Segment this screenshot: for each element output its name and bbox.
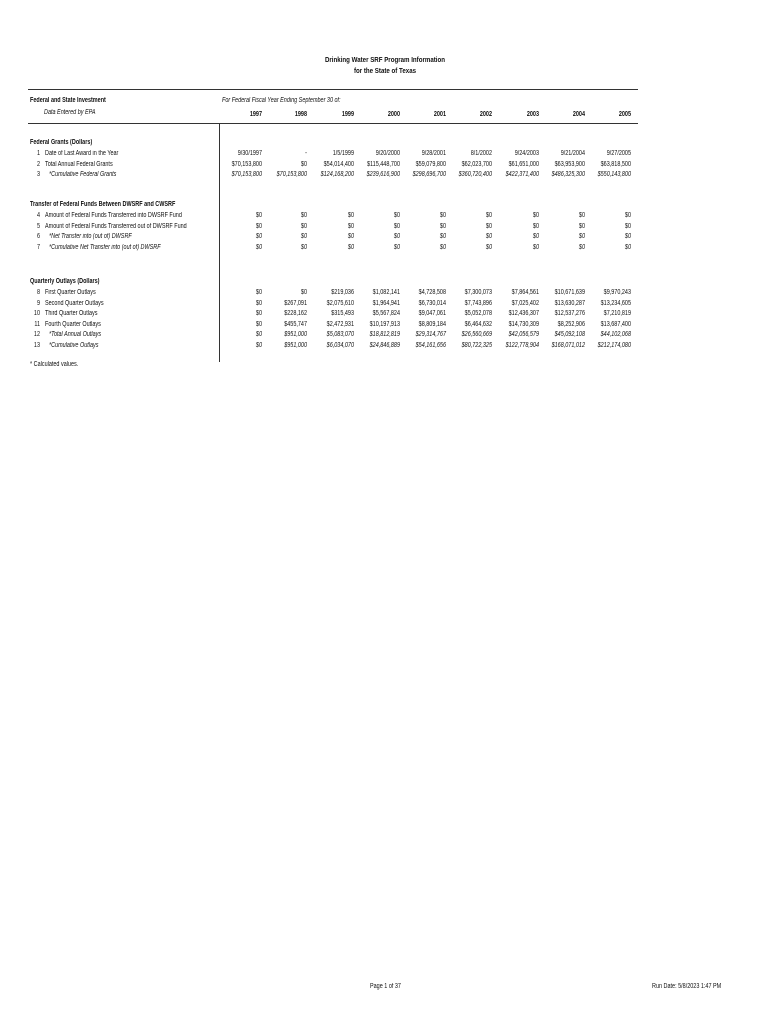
report-title: Drinking Water SRF Program Information	[324, 55, 446, 64]
table-cell: $12,436,307	[508, 310, 539, 318]
table-cell: $9,047,061	[418, 310, 446, 318]
row-label: *Net Transfer into (out of) DWSRF	[49, 233, 132, 241]
table-cell: $455,747	[284, 320, 307, 328]
row-number: 1	[36, 150, 40, 157]
table-cell: $0	[255, 299, 262, 307]
table-cell: $219,036	[331, 289, 354, 296]
table-cell: $0	[624, 212, 631, 219]
table-cell: $122,778,904	[505, 342, 539, 349]
table-cell: $0	[255, 310, 262, 318]
table-cell: $7,743,896	[464, 299, 492, 307]
table-cell: $422,371,400	[505, 171, 539, 179]
year-header-2004: 2004	[572, 111, 585, 118]
table-cell: $0	[485, 233, 492, 241]
table-cell: $0	[347, 243, 354, 251]
table-cell: $0	[578, 222, 585, 230]
table-cell: $0	[532, 212, 539, 219]
table-cell: $26,560,669	[461, 331, 492, 339]
table-cell: $10,671,639	[554, 289, 585, 296]
table-cell: $0	[255, 243, 262, 251]
table-cell: $63,953,900	[554, 160, 585, 168]
table-cell: $0	[255, 331, 262, 339]
row-label: Amount of Federal Funds Transferred into DWSRF Fund	[45, 212, 182, 219]
header-rule	[28, 123, 638, 124]
table-cell: $2,472,931	[326, 320, 354, 328]
top-rule	[28, 89, 638, 90]
year-header-2001: 2001	[433, 111, 446, 118]
table-cell: $0	[255, 222, 262, 230]
table-cell: 1/5/1999	[332, 150, 354, 157]
row-label: Total Annual Federal Grants	[45, 160, 113, 168]
row-number: 13	[33, 342, 40, 349]
section-title: Quarterly Outlays (Dollars)	[30, 278, 100, 285]
table-cell: $7,025,402	[511, 299, 539, 307]
table-cell: $0	[347, 222, 354, 230]
row-label: *Total Annual Outlays	[49, 331, 102, 339]
table-cell: 9/24/2003	[514, 150, 539, 157]
row-number: 4	[36, 212, 40, 219]
year-header-2003: 2003	[526, 111, 539, 118]
table-cell: $10,197,913	[369, 320, 400, 328]
table-cell: $18,812,819	[369, 331, 400, 339]
table-cell: $70,153,800	[276, 171, 307, 179]
table-cell: $0	[439, 243, 446, 251]
table-cell: $2,075,610	[326, 299, 354, 307]
table-cell: $0	[485, 243, 492, 251]
table-cell: $7,210,819	[603, 310, 631, 318]
table-cell: $0	[255, 233, 262, 241]
table-cell: $0	[255, 289, 262, 296]
year-header-1998: 1998	[294, 111, 307, 118]
table-cell: $0	[578, 233, 585, 241]
run-date: Run Date: 5/8/2023 1:47 PM	[652, 983, 722, 990]
table-cell: $0	[255, 320, 262, 328]
table-cell: $0	[578, 243, 585, 251]
table-cell: $24,846,889	[369, 342, 400, 349]
table-cell: $1,082,141	[372, 289, 400, 296]
row-label: Fourth Quarter Outlays	[45, 320, 101, 328]
year-header-2005: 2005	[618, 111, 631, 118]
table-cell: $951,000	[284, 342, 307, 349]
table-cell: $0	[578, 212, 585, 219]
table-cell: $4,728,508	[418, 289, 446, 296]
row-number: 9	[36, 299, 40, 307]
row-number: 11	[34, 320, 40, 328]
table-cell: $42,056,579	[508, 331, 539, 339]
year-header-1997: 1997	[249, 111, 262, 118]
table-cell: $13,234,605	[600, 299, 631, 307]
table-cell: $0	[300, 243, 307, 251]
table-cell: $550,143,800	[597, 171, 631, 179]
table-cell: $0	[347, 212, 354, 219]
section-title: Transfer of Federal Funds Between DWSRF and CWSRF	[30, 201, 176, 208]
table-cell: $5,083,070	[326, 331, 354, 339]
table-cell: $212,174,080	[597, 342, 631, 349]
table-cell: $70,153,800	[231, 171, 262, 179]
table-cell: $239,616,900	[366, 171, 400, 179]
table-cell: 9/27/2005	[606, 150, 631, 157]
table-cell: $486,325,300	[551, 171, 585, 179]
table-cell: $0	[532, 222, 539, 230]
table-cell: $267,091	[284, 299, 307, 307]
row-number: 12	[33, 331, 40, 339]
table-cell: $0	[300, 222, 307, 230]
left-heading: Federal and State Investment	[30, 97, 106, 104]
row-number: 10	[33, 310, 40, 318]
table-cell: $0	[300, 233, 307, 241]
table-cell: $8,252,906	[557, 320, 585, 328]
year-header-2002: 2002	[479, 111, 492, 118]
table-cell: $0	[300, 160, 307, 168]
table-cell: $45,092,108	[554, 331, 585, 339]
table-cell: $7,300,073	[464, 289, 492, 296]
table-cell: $0	[255, 212, 262, 219]
table-cell: $0	[485, 222, 492, 230]
table-cell: $5,567,824	[372, 310, 400, 318]
table-cell: $54,014,400	[323, 160, 354, 168]
table-cell: $61,651,000	[508, 160, 539, 168]
table-cell: $5,052,078	[464, 310, 492, 318]
table-cell: $0	[347, 233, 354, 241]
row-number: 7	[36, 243, 40, 251]
table-cell: $6,730,014	[418, 299, 446, 307]
table-cell: $1,964,941	[372, 299, 400, 307]
table-cell: $124,168,200	[320, 171, 354, 179]
table-cell: $0	[393, 233, 400, 241]
section-title: Federal Grants (Dollars)	[30, 139, 93, 146]
row-label: First Quarter Outlays	[45, 289, 96, 296]
report-subtitle: for the State of Texas	[353, 66, 417, 75]
year-header-2000: 2000	[387, 111, 400, 118]
table-cell: $44,102,068	[600, 331, 631, 339]
table-cell: $0	[393, 222, 400, 230]
table-cell: $9,970,243	[603, 289, 631, 296]
table-cell: $115,448,700	[366, 160, 400, 168]
row-number: 2	[36, 160, 40, 168]
table-cell: $13,687,400	[600, 320, 631, 328]
table-cell: $298,696,700	[412, 171, 446, 179]
table-cell: $0	[624, 243, 631, 251]
table-cell: $70,153,800	[231, 160, 262, 168]
table-cell: $8,809,184	[418, 320, 446, 328]
table-cell: $0	[624, 222, 631, 230]
table-cell: -	[305, 150, 307, 157]
table-cell: $6,464,632	[464, 320, 492, 328]
table-cell: 8/1/2002	[470, 150, 492, 157]
table-cell: $54,161,656	[415, 342, 446, 349]
period-label: For Federal Fiscal Year Ending September 30 of:	[222, 97, 341, 104]
table-cell: $0	[532, 233, 539, 241]
row-number: 8	[36, 289, 40, 296]
table-cell: $0	[255, 342, 262, 349]
row-label: Date of Last Award in the Year	[45, 150, 119, 157]
year-header-1999: 1999	[341, 111, 354, 118]
table-cell: $168,071,012	[551, 342, 585, 349]
table-cell: 9/30/1997	[237, 150, 262, 157]
table-cell: 9/21/2004	[560, 150, 585, 157]
table-cell: $12,537,276	[554, 310, 585, 318]
row-label: Amount of Federal Funds Transferred out of DWSRF Fund	[45, 222, 187, 230]
table-cell: $0	[624, 233, 631, 241]
table-cell: $0	[532, 243, 539, 251]
table-cell: $80,722,325	[461, 342, 492, 349]
table-cell: $62,023,700	[461, 160, 492, 168]
table-cell: $951,000	[284, 331, 307, 339]
table-cell: $0	[300, 289, 307, 296]
row-number: 5	[36, 222, 40, 230]
table-cell: $29,314,767	[415, 331, 446, 339]
row-label: Third Quarter Outlays	[45, 310, 98, 318]
row-label: *Cumulative Outlays	[49, 342, 99, 349]
table-cell: $63,818,500	[600, 160, 631, 168]
table-cell: $0	[393, 212, 400, 219]
table-cell: $360,720,400	[458, 171, 492, 179]
footnote: * Calculated values.	[30, 361, 79, 368]
table-cell: $0	[300, 212, 307, 219]
table-cell: 9/28/2001	[421, 150, 446, 157]
row-label: *Cumulative Net Transfer into (out of) DWSRF	[49, 243, 161, 251]
row-label: *Cumulative Federal Grants	[49, 171, 117, 179]
table-cell: $13,630,287	[554, 299, 585, 307]
table-cell: $228,162	[284, 310, 307, 318]
left-subheading: Data Entered by EPA	[44, 109, 96, 116]
table-cell: $0	[439, 222, 446, 230]
row-number: 3	[36, 171, 40, 179]
table-cell: $0	[485, 212, 492, 219]
table-cell: $0	[439, 212, 446, 219]
row-label: Second Quarter Outlays	[45, 299, 104, 307]
table-cell: $0	[393, 243, 400, 251]
table-cell: $14,730,309	[508, 320, 539, 328]
table-cell: 9/20/2000	[375, 150, 400, 157]
table-cell: $6,034,070	[326, 342, 354, 349]
page-number: Page 1 of 37	[370, 983, 401, 990]
row-number: 6	[36, 233, 40, 241]
table-cell: $59,079,800	[415, 160, 446, 168]
table-cell: $0	[439, 233, 446, 241]
table-cell: $315,493	[331, 310, 354, 318]
table-cell: $7,864,561	[511, 289, 539, 296]
